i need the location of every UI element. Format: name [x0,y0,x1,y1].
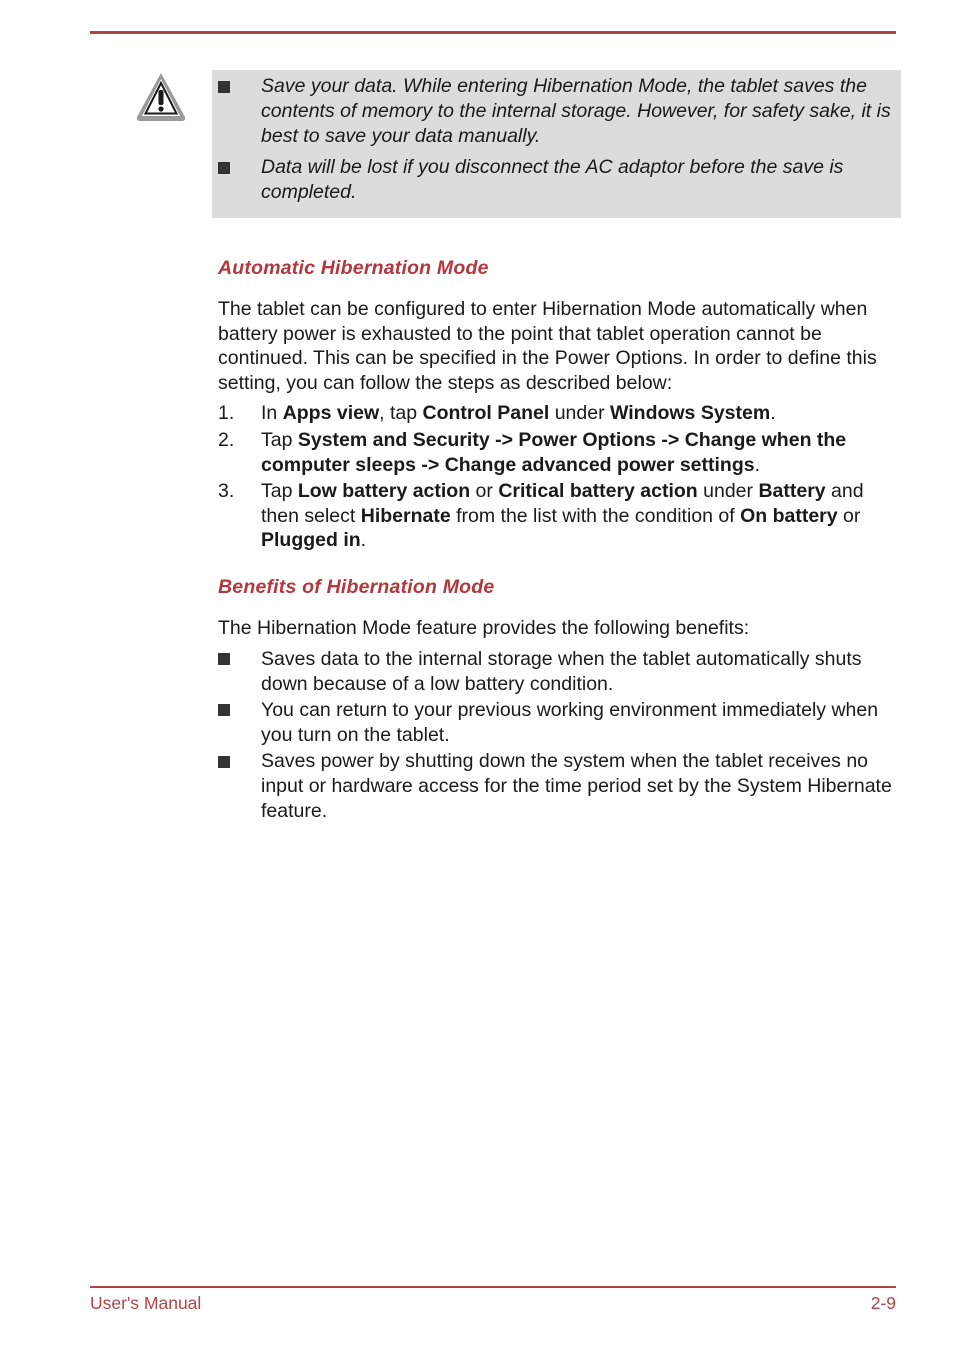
bullet-square-icon [218,162,230,174]
footer-rule [90,1286,896,1288]
step-number: 3. [218,480,235,502]
step-text-run: Tap [261,429,298,451]
step-text-run: In [261,402,283,424]
benefit-item: Saves data to the internal storage when the tablet automatically shuts down because of a low battery condition. [261,648,862,695]
bullet-square-icon [218,756,230,768]
step-bold-term: On battery [740,504,838,527]
automatic-hibernation-intro: The tablet can be configured to enter Hibernation Mode automatically when battery power is exhausted to the point that tablet operation cannot be continued. This can be specified in the Power Options. In order to define this setting, you can follow the steps as described below: [218,298,877,394]
section-heading-benefits: Benefits of Hibernation Mode [218,576,495,598]
step-text [261,428,901,477]
step-text [261,479,901,553]
warning-triangle-icon [134,70,188,126]
step-text-run: . [754,453,761,476]
step-text-run: . [770,402,776,424]
step-text-run: Tap [261,480,298,502]
bullet-square-icon [218,704,230,716]
step-bold-term: Battery [758,480,826,502]
step-bold-term: Windows System [610,402,771,424]
section-heading-automatic-hibernation: Automatic Hibernation Mode [218,257,489,279]
step-bold-term: Critical battery action [498,480,698,502]
step-text-run: or [470,480,499,502]
benefits-intro: The Hibernation Mode feature provides the following benefits: [218,617,750,639]
step-bold-term: Apps view [282,402,380,424]
warning-note-box [212,70,901,218]
bullet-square-icon [218,81,230,93]
step-text-run: . [360,529,367,552]
warning-item-text: Save your data. While entering Hibernation Mode, the tablet saves the contents of memory to the internal storage. However, for safety sake, it is best to save your data manually. [261,75,891,147]
step-bold-term: Plugged in [261,529,361,552]
benefit-item: Saves power by shutting down the system when the tablet receives no input or hardware access for the time period set by the System Hibernate feature. [261,750,892,822]
header-rule [90,31,896,34]
benefit-item: You can return to your previous working environment immediately when you turn on the tablet. [261,699,879,746]
step-text-run: under [549,402,610,424]
step-text [261,401,901,426]
step-number: 2. [218,429,235,451]
step-bold-term: Control Panel [422,402,550,424]
step-text-run: or [837,504,861,527]
step-text-run: and then select [261,480,864,527]
footer-page-number: 2-9 [870,1293,896,1313]
step-bold-term: Low battery action [297,480,471,502]
step-bold-term: Hibernate [360,504,451,527]
bullet-square-icon [218,653,230,665]
step-text-run: , tap [379,402,423,424]
step-text-run: from the list with the condition of [450,504,741,527]
step-number: 1. [218,402,235,424]
warning-item-text: Data will be lost if you disconnect the AC adaptor before the save is completed. [261,156,844,203]
footer-manual-title: User's Manual [90,1293,202,1313]
step-text-run: under [697,480,759,502]
step-bold-term: System and Security -> Power Options -> Change when the computer sleeps -> Change advanced power settings [261,429,847,476]
